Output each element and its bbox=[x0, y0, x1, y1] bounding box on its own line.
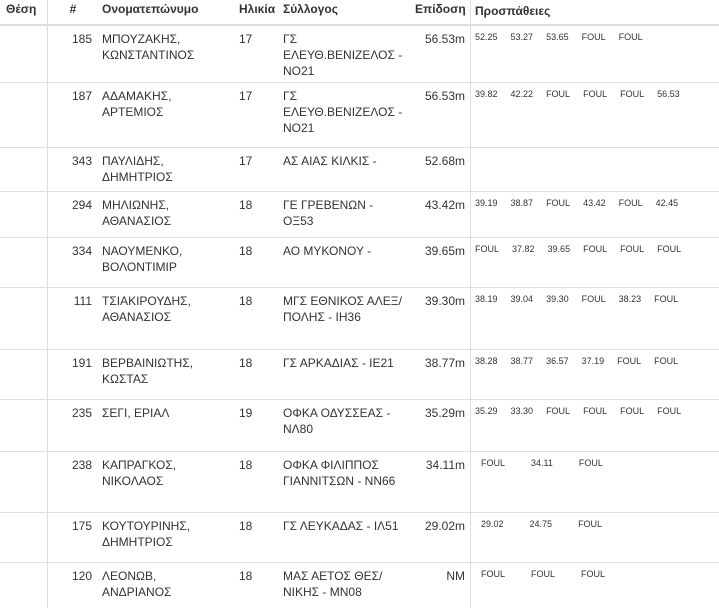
attempt-value: FOUL bbox=[481, 567, 505, 581]
attempt-value: 38.87 bbox=[511, 196, 534, 210]
attempt-value: 39.65 bbox=[548, 242, 571, 256]
position-cell bbox=[0, 25, 48, 82]
bib-number-cell: 235 bbox=[48, 399, 97, 451]
header-age[interactable]: Ηλικία bbox=[233, 0, 277, 25]
attempt-value: 29.02 bbox=[481, 517, 504, 531]
attempt-value: FOUL bbox=[654, 354, 678, 368]
attempt-value: FOUL bbox=[481, 456, 505, 470]
bib-number-cell: 191 bbox=[48, 349, 97, 399]
table-row bbox=[0, 399, 719, 451]
attempt-value: 38.28 bbox=[475, 354, 498, 368]
club-cell: ΜΓΣ ΕΘΝΙΚΟΣ ΑΛΕΞ/ΠΟΛΗΣ - ΙΗ36 bbox=[277, 287, 409, 349]
attempts-cell bbox=[471, 82, 719, 147]
attempt-value: 35.29 bbox=[475, 404, 498, 418]
attempts-list bbox=[475, 567, 715, 581]
attempt-value: 38.77 bbox=[511, 354, 534, 368]
bib-number-cell: 334 bbox=[48, 237, 97, 287]
attempt-value: 56.53 bbox=[657, 87, 680, 101]
athlete-name-cell: ΣΕΓΙ, ΕΡΙΑΛ bbox=[96, 399, 233, 451]
performance-cell: 56.53m bbox=[409, 82, 471, 147]
performance-cell: 38.77m bbox=[409, 349, 471, 399]
position-cell bbox=[0, 237, 48, 287]
attempt-value: FOUL bbox=[619, 30, 643, 44]
attempt-value: FOUL bbox=[581, 567, 605, 581]
attempt-value: FOUL bbox=[654, 292, 678, 306]
position-cell bbox=[0, 399, 48, 451]
attempt-value: 34.11 bbox=[531, 456, 553, 470]
age-cell: 18 bbox=[233, 562, 277, 608]
header-bib-number[interactable]: # bbox=[48, 0, 97, 25]
athlete-name-cell: ΚΟΥΤΟΥΡΙΝΗΣ, ΔΗΜΗΤΡΙΟΣ bbox=[96, 512, 233, 562]
club-cell: ΜΑΣ ΑΕΤΟΣ ΘΕΣ/ΝΙΚΗΣ - ΜΝ08 bbox=[277, 562, 409, 608]
attempt-value: 52.25 bbox=[475, 30, 498, 44]
club-cell: ΓΣ ΕΛΕΥΘ.ΒΕΝΙΖΕΛΟΣ - ΝΟ21 bbox=[277, 82, 409, 147]
athlete-name-cell: ΜΗΛΙΩΝΗΣ, ΑΘΑΝΑΣΙΟΣ bbox=[96, 191, 233, 237]
athlete-name-cell: ΒΕΡΒΑΙΝΙΩΤΗΣ, ΚΩΣΤΑΣ bbox=[96, 349, 233, 399]
bib-number-cell: 175 bbox=[48, 512, 97, 562]
bib-number-cell: 187 bbox=[48, 82, 97, 147]
attempt-value: FOUL bbox=[619, 196, 643, 210]
attempt-value: FOUL bbox=[546, 404, 570, 418]
age-cell: 18 bbox=[233, 191, 277, 237]
club-cell: ΓΣ ΕΛΕΥΘ.ΒΕΝΙΖΕΛΟΣ - ΝΟ21 bbox=[277, 25, 409, 82]
attempt-value: 53.27 bbox=[511, 30, 534, 44]
attempt-value: 42.22 bbox=[511, 87, 534, 101]
athlete-name-cell: ΛΕΟΝΩΒ, ΑΝΔΡΙΑΝΟΣ bbox=[96, 562, 233, 608]
table-row bbox=[0, 349, 719, 399]
attempts-cell bbox=[471, 25, 719, 82]
attempts-list bbox=[475, 196, 715, 210]
attempts-list bbox=[475, 354, 715, 368]
attempt-value: FOUL bbox=[578, 517, 602, 531]
table-row bbox=[0, 191, 719, 237]
attempt-value: FOUL bbox=[475, 242, 499, 256]
attempt-value: 39.19 bbox=[475, 196, 498, 210]
table-row bbox=[0, 451, 719, 512]
attempt-value: FOUL bbox=[582, 30, 606, 44]
age-cell: 18 bbox=[233, 512, 277, 562]
header-performance[interactable]: Επίδοση bbox=[409, 0, 471, 25]
attempts-list bbox=[475, 456, 715, 470]
age-cell: 17 bbox=[233, 82, 277, 147]
performance-cell: NM bbox=[409, 562, 471, 608]
attempt-value: FOUL bbox=[546, 196, 570, 210]
attempt-value: 37.82 bbox=[512, 242, 535, 256]
attempt-value: FOUL bbox=[579, 456, 603, 470]
header-attempts[interactable]: Προσπάθειες bbox=[471, 0, 719, 25]
age-cell: 17 bbox=[233, 147, 277, 191]
attempt-value: 36.57 bbox=[546, 354, 569, 368]
age-cell: 19 bbox=[233, 399, 277, 451]
header-name[interactable]: Ονοματεπώνυμο bbox=[96, 0, 233, 25]
table-row bbox=[0, 287, 719, 349]
attempt-value: 39.04 bbox=[511, 292, 534, 306]
attempt-value: 38.23 bbox=[619, 292, 642, 306]
attempts-list bbox=[475, 242, 715, 256]
bib-number-cell: 120 bbox=[48, 562, 97, 608]
attempts-list bbox=[475, 30, 715, 44]
table-row bbox=[0, 82, 719, 147]
athlete-name-cell: ΜΠΟΥΖΑΚΗΣ, ΚΩΝΣΤΑΝΤΙΝΟΣ bbox=[96, 25, 233, 82]
attempt-value: FOUL bbox=[620, 87, 644, 101]
attempt-value: 37.19 bbox=[582, 354, 605, 368]
athlete-name-cell: ΑΔΑΜΑΚΗΣ, ΑΡΤΕΜΙΟΣ bbox=[96, 82, 233, 147]
attempt-value: 39.82 bbox=[475, 87, 498, 101]
attempts-list bbox=[475, 87, 715, 101]
header-position[interactable]: Θέση bbox=[0, 0, 48, 25]
attempt-value: 43.42 bbox=[583, 196, 606, 210]
club-cell: ΟΦΚΑ ΟΔΥΣΣΕΑΣ - ΝΛ80 bbox=[277, 399, 409, 451]
club-cell: ΓΣ ΛΕΥΚΑΔΑΣ - ΙΛ51 bbox=[277, 512, 409, 562]
age-cell: 18 bbox=[233, 451, 277, 512]
position-cell bbox=[0, 82, 48, 147]
attempt-value: FOUL bbox=[620, 242, 644, 256]
club-cell: ΑΟ ΜΥΚΟΝΟΥ - bbox=[277, 237, 409, 287]
attempts-cell bbox=[471, 399, 719, 451]
athlete-name-cell: ΤΣΙΑΚΙΡΟΥΔΗΣ, ΑΘΑΝΑΣΙΟΣ bbox=[96, 287, 233, 349]
attempt-value: 42.45 bbox=[656, 196, 679, 210]
athlete-name-cell: ΠΑΥΛΙΔΗΣ, ΔΗΜΗΤΡΙΟΣ bbox=[96, 147, 233, 191]
attempts-list bbox=[475, 292, 715, 306]
bib-number-cell: 185 bbox=[48, 25, 97, 82]
bib-number-cell: 343 bbox=[48, 147, 97, 191]
performance-cell: 56.53m bbox=[409, 25, 471, 82]
attempts-cell bbox=[471, 147, 719, 191]
attempts-list bbox=[475, 517, 715, 531]
bib-number-cell: 294 bbox=[48, 191, 97, 237]
attempt-value: FOUL bbox=[546, 87, 570, 101]
performance-cell: 34.11m bbox=[409, 451, 471, 512]
attempt-value: 38.19 bbox=[475, 292, 498, 306]
position-cell bbox=[0, 287, 48, 349]
performance-cell: 39.65m bbox=[409, 237, 471, 287]
position-cell bbox=[0, 349, 48, 399]
athlete-name-cell: ΝΑΟΥΜΕΝΚΟ, ΒΟΛΟΝΤΙΜΙΡ bbox=[96, 237, 233, 287]
table-row bbox=[0, 237, 719, 287]
attempt-value: FOUL bbox=[657, 404, 681, 418]
club-cell: ΑΣ ΑΙΑΣ ΚΙΛΚΙΣ - bbox=[277, 147, 409, 191]
attempts-cell bbox=[471, 512, 719, 562]
club-cell: ΓΕ ΓΡΕΒΕΝΩΝ - ΟΞ53 bbox=[277, 191, 409, 237]
club-cell: ΓΣ ΑΡΚΑΔΙΑΣ - ΙΕ21 bbox=[277, 349, 409, 399]
bib-number-cell: 238 bbox=[48, 451, 97, 512]
table-row bbox=[0, 147, 719, 191]
header-club[interactable]: Σύλλογος bbox=[277, 0, 409, 25]
performance-cell: 39.30m bbox=[409, 287, 471, 349]
performance-cell: 43.42m bbox=[409, 191, 471, 237]
position-cell bbox=[0, 451, 48, 512]
position-cell bbox=[0, 147, 48, 191]
attempt-value: 33.30 bbox=[511, 404, 534, 418]
attempts-cell bbox=[471, 562, 719, 608]
attempt-value: FOUL bbox=[582, 292, 606, 306]
header-row bbox=[0, 0, 719, 25]
attempt-value: FOUL bbox=[583, 242, 607, 256]
table-row bbox=[0, 562, 719, 608]
attempt-value: FOUL bbox=[583, 404, 607, 418]
performance-cell: 35.29m bbox=[409, 399, 471, 451]
club-cell: ΟΦΚΑ ΦΙΛΙΠΠΟΣ ΓΙΑΝΝΙΤΣΩΝ - ΝΝ66 bbox=[277, 451, 409, 512]
attempts-cell bbox=[471, 349, 719, 399]
age-cell: 18 bbox=[233, 349, 277, 399]
attempt-value: 53.65 bbox=[546, 30, 569, 44]
attempt-value: FOUL bbox=[531, 567, 555, 581]
attempt-value: FOUL bbox=[657, 242, 681, 256]
bib-number-cell: 111 bbox=[48, 287, 97, 349]
attempts-cell bbox=[471, 237, 719, 287]
age-cell: 18 bbox=[233, 287, 277, 349]
position-cell bbox=[0, 562, 48, 608]
athlete-name-cell: ΚΑΠΡΑΓΚΟΣ, ΝΙΚΟΛΑΟΣ bbox=[96, 451, 233, 512]
position-cell bbox=[0, 191, 48, 237]
table-row bbox=[0, 512, 719, 562]
results-body bbox=[0, 25, 719, 608]
attempts-cell bbox=[471, 191, 719, 237]
table-row bbox=[0, 25, 719, 82]
attempt-value: 24.75 bbox=[530, 517, 553, 531]
performance-cell: 52.68m bbox=[409, 147, 471, 191]
attempt-value: FOUL bbox=[617, 354, 641, 368]
age-cell: 18 bbox=[233, 237, 277, 287]
attempt-value: FOUL bbox=[620, 404, 644, 418]
position-cell bbox=[0, 512, 48, 562]
age-cell: 17 bbox=[233, 25, 277, 82]
attempts-cell bbox=[471, 451, 719, 512]
performance-cell: 29.02m bbox=[409, 512, 471, 562]
attempts-cell bbox=[471, 287, 719, 349]
attempt-value: 39.30 bbox=[546, 292, 569, 306]
attempts-list bbox=[475, 404, 715, 418]
attempt-value: FOUL bbox=[583, 87, 607, 101]
